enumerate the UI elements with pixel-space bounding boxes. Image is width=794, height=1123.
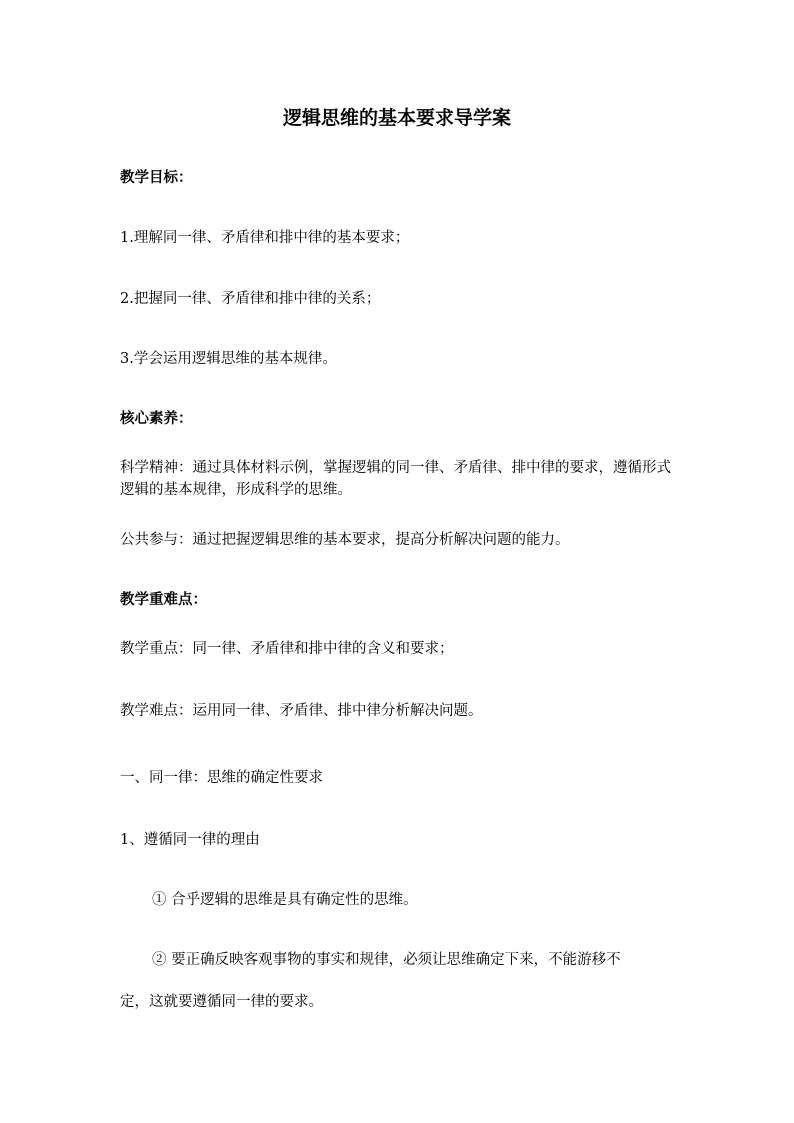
part1-point2-line2: 定，这就要遵循同一律的要求。 bbox=[120, 994, 323, 1010]
keypoints-focus: 教学重点：同一律、矛盾律和排中律的含义和要求； bbox=[120, 641, 454, 657]
objective-item-3: 3.学会运用逻辑思维的基本规律。 bbox=[120, 351, 337, 367]
literacy-science: 科学精神：通过具体材料示例，掌握逻辑的同一律、矛盾律、排中律的要求，遵循形式逻辑的基本规律，形成科学的思维。 bbox=[120, 460, 671, 498]
literacy-public: 公共参与：通过把握逻辑思维的基本要求，提高分析解决问题的能力。 bbox=[120, 532, 570, 548]
page-title: 逻辑思维的基本要求导学案 bbox=[282, 107, 511, 129]
keypoints-difficulty: 教学难点：运用同一律、矛盾律、排中律分析解决问题。 bbox=[120, 703, 483, 719]
part1-heading: 一、同一律：思维的确定性要求 bbox=[120, 770, 323, 786]
objective-item-1: 1.理解同一律、矛盾律和排中律的基本要求； bbox=[120, 230, 410, 246]
objective-item-2: 2.把握同一律、矛盾律和排中律的关系； bbox=[120, 291, 381, 307]
literacy-heading: 核心素养： bbox=[120, 410, 193, 427]
part1-sub1: 1、遵循同一律的理由 bbox=[120, 832, 260, 848]
part1-point1: ① 合乎逻辑的思维是具有确定性的思维。 bbox=[152, 892, 418, 908]
objectives-heading: 教学目标： bbox=[120, 169, 193, 186]
part1-point2-line1: ② 要正确反映客观事物的事实和规律，必须让思维确定下来，不能游移不 bbox=[152, 952, 621, 968]
keypoints-heading: 教学重难点： bbox=[120, 591, 207, 608]
